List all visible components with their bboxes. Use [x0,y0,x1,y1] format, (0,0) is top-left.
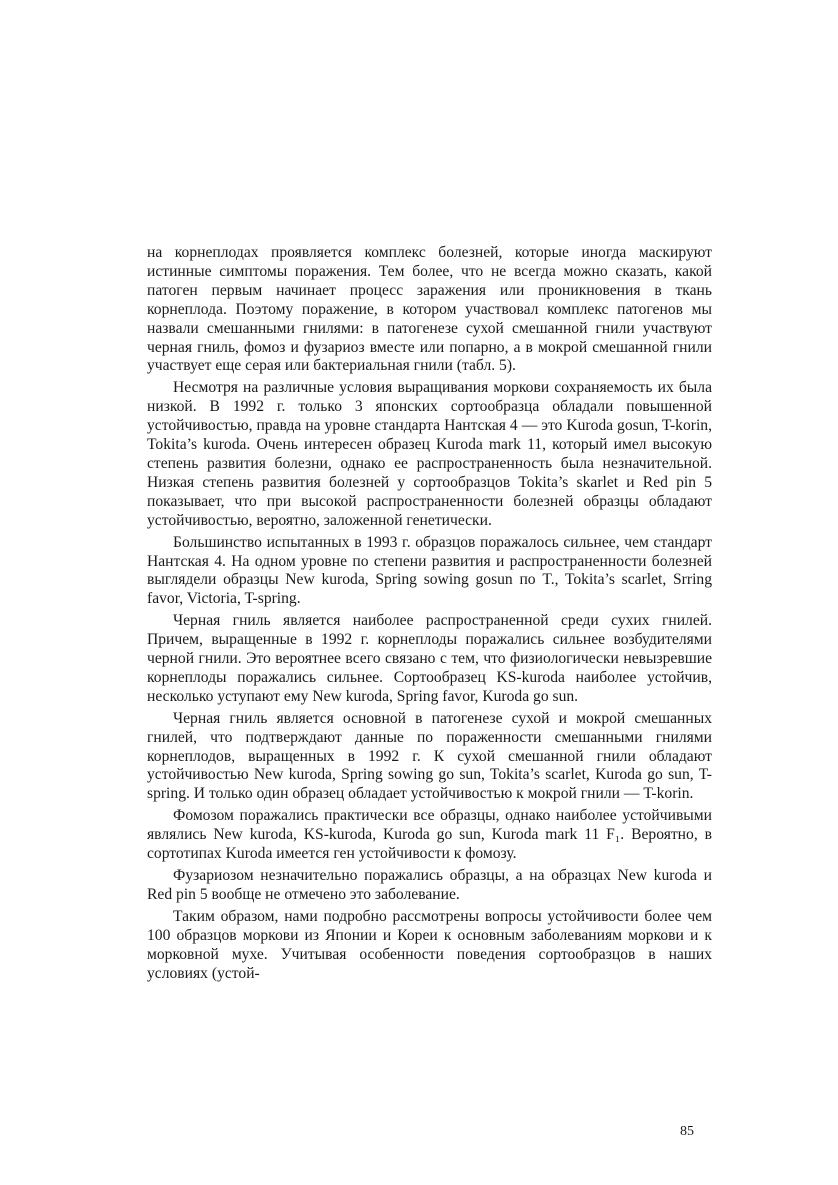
page-number: 85 [680,1124,694,1139]
paragraph-8: Таким образом, нами подробно рассмотрены вопросы устойчивости более чем 100 образцов моркови из Японии и Кореи к основным заболеваниям моркови и к морковной мухе. Учитывая особенности поведения сортообразцов в наших условиях (устой- [147,907,712,982]
paragraph-3: Большинство испытанных в 1993 г. образцов поражалось сильнее, чем стандарт Нантская 4. На одном уровне по степени развития и распространенности болезней выглядели образцы New kuroda, Spring sowing gosun по T., Tokita’s scarlet, Srring favor, Victoria, T-spring. [147,533,712,608]
body-text [147,244,712,986]
paragraph-7: Фузариозом незначительно поражались образцы, а на образцах New kuroda и Red pin 5 вообще не отмечено это заболевание. [147,867,712,903]
paragraph-2: Несмотря на различные условия выращивания моркови сохраняемость их была низкой. В 1992 г. только 3 японских сортообразца обладали повышенной устойчивостью, правда на уровне стандарта Нантская 4 — это Kuroda gosun, T-korin, Tokita’s kuroda. Очень интересен образец Kuroda mark 11, который имел высокую степень развития болезни, однако ее распространенность была незначительной. Низкая степень развития болезней у сортообразцов Tokita’s skarlet и Red pin 5 показывает, что при высокой распространенности болезней образцы обладают устойчивостью, вероятно, заложенной генетически. [147,379,712,529]
paragraph-1: на корнеплодах проявляется комплекс болезней, которые иногда маскируют истинные симптомы поражения. Тем более, что не всегда можно сказать, какой патоген первым начинает процесс заражения или проникновения в ткань корнеплода. Поэтому поражение, в котором участвовал комплекс патогенов мы назвали смешанными гнилями: в патогенезе сухой смешанной гнили участвуют черная гниль, фомоз и фузариоз вместе или попарно, а в мокрой смешанной гнили участвует еще серая или бактериальная гнили (табл. 5). [147,244,712,375]
paragraph-5: Черная гниль является основной в патогенезе сухой и мокрой смешанных гнилей, что подтверждают данные по пораженности смешанными гнилями корнеплодов, выращенных в 1992 г. К сухой смешанной гнили обладают устойчивостью New kuroda, Spring sowing go sun, Tokita’s scarlet, Kuroda go sun, T-spring. И только один образец обладает устойчивостью к мокрой гнили — T-korin. [147,709,712,803]
paragraph-6: Фомозом поражались практически все образцы, однако наиболее устойчивыми являлись New kuroda, KS-kuroda, Kuroda go sun, Kuroda mark 11 F₁. Вероятно, в сортотипах Kuroda имеется ген устойчивости к фомозу. [147,807,712,863]
paragraph-4: Черная гниль является наиболее распространенной среди сухих гнилей. Причем, выращенные в 1992 г. корнеплоды поражались сильнее возбудителями черной гнили. Это вероятнее всего связано с тем, что физиологически невызревшие корнеплоды поражались сильнее. Сортообразец KS-kuroda наиболее устойчив, несколько уступают ему New kuroda, Spring favor, Kuroda go sun. [147,612,712,705]
